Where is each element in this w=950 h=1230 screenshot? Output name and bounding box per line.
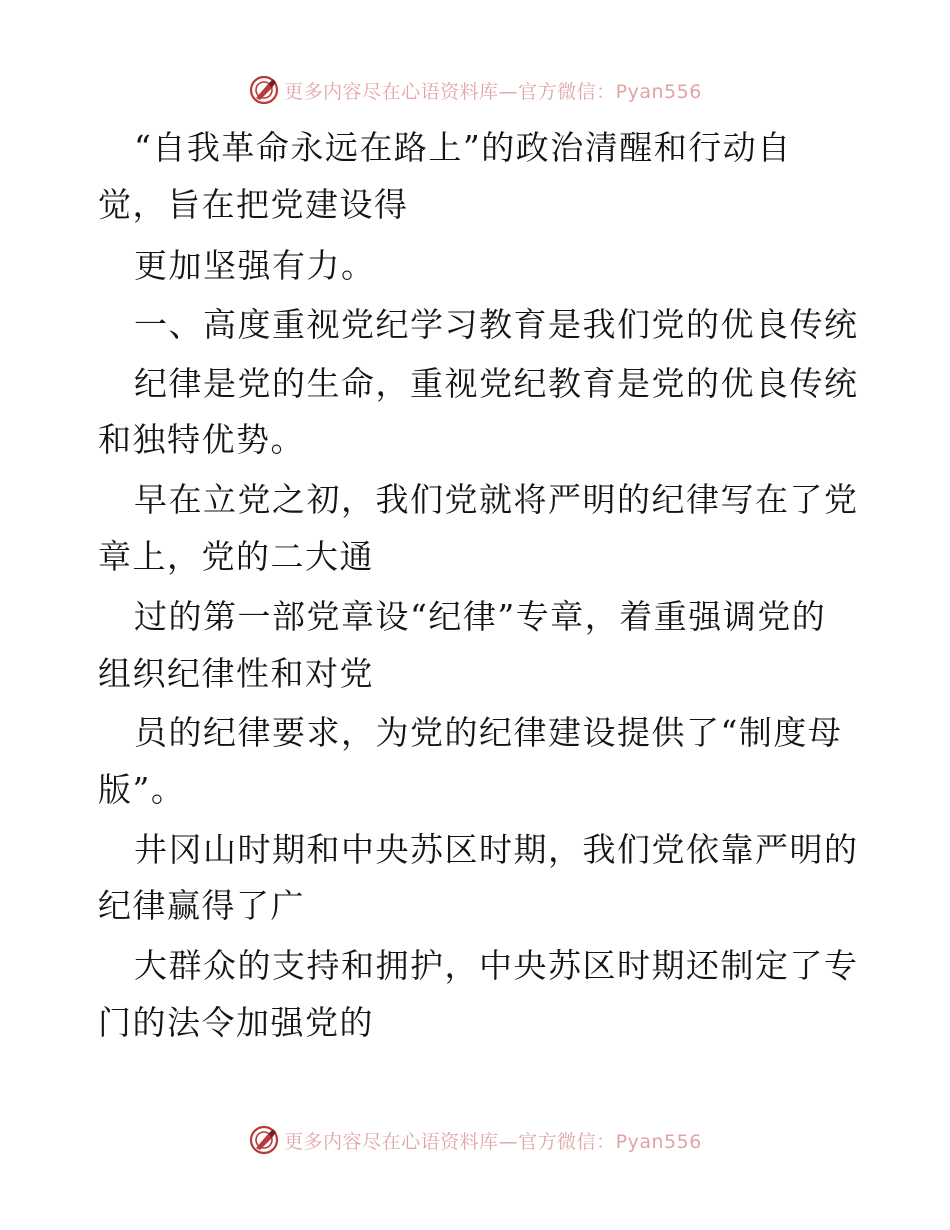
- text-line: 觉，旨在把党建设得: [98, 185, 409, 224]
- text-line: 过的第一部党章设“纪律”专章，着重强调党的: [134, 597, 827, 636]
- text-line: 门的法令加强党的: [98, 1003, 374, 1042]
- text-line: 大群众的支持和拥护，中央苏区时期还制定了专: [134, 946, 859, 985]
- pen-nib-logo-icon: [248, 1124, 280, 1156]
- text-line: 员的纪律要求，为党的纪律建设提供了“制度母: [134, 713, 843, 752]
- text-line: 纪律是党的生命，重视党纪教育是党的优良传统: [134, 364, 859, 403]
- text-line: 纪律赢得了广: [98, 886, 305, 925]
- text-line: 和独特优势。: [98, 420, 305, 459]
- header-watermark-text: 更多内容尽在心语资料库—官方微信：Pyan556: [284, 80, 702, 103]
- text-line: 早在立党之初，我们党就将严明的纪律写在了党: [134, 480, 859, 519]
- text-line: 井冈山时期和中央苏区时期，我们党依靠严明的: [134, 830, 859, 869]
- footer-watermark: [0, 1120, 950, 1160]
- text-line: 更加坚强有力。: [134, 246, 376, 285]
- text-line: 组织纪律性和对党: [98, 654, 374, 693]
- text-line: 版”。: [98, 770, 186, 809]
- text-line: 章上，党的二大通: [98, 537, 374, 576]
- footer-watermark-text: 更多内容尽在心语资料库—官方微信：Pyan556: [284, 1130, 702, 1153]
- text-line: “自我革命永远在路上”的政治清醒和行动自: [134, 128, 792, 167]
- section-heading: 一、高度重视党纪学习教育是我们党的优良传统: [134, 305, 859, 344]
